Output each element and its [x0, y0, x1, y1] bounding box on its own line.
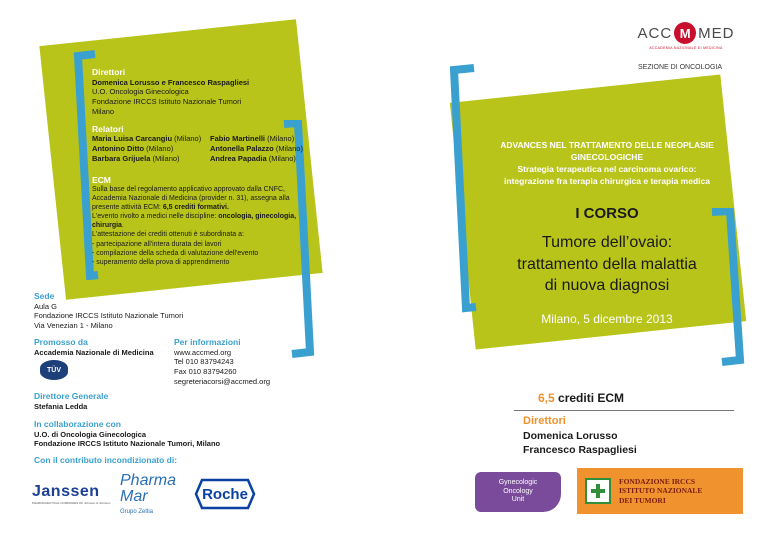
relatore: Maria Luisa Carcangiu (Milano) — [92, 134, 202, 143]
crediti-label: crediti ECM — [554, 391, 625, 405]
logo-m-icon: M — [674, 22, 696, 44]
main-title-line-3: di nuova diagnosi — [544, 277, 670, 295]
crediti-number: 6,5 — [538, 391, 555, 405]
relatori-heading: Relatori — [92, 124, 124, 134]
crediti-divider — [514, 410, 734, 411]
right-direttore-2: Francesco Raspagliesi — [523, 443, 637, 456]
logo-subtitle: ACCADEMIA NAZIONALE DI MEDICINA — [649, 46, 723, 50]
irccs-logo — [577, 468, 743, 514]
gou-line-3: Unit — [511, 496, 525, 504]
promosso-heading: Promosso da — [34, 337, 88, 347]
roche-wordmark: Roche — [202, 485, 248, 503]
crediti-ecm — [538, 391, 624, 406]
tuv-logo: TÜV — [40, 360, 68, 380]
promosso-value: Accademia Nazionale di Medicina — [34, 347, 154, 357]
sezione-label: SEZIONE DI ONCOLOGIA — [638, 64, 723, 71]
direttori-city: Milano — [92, 106, 115, 116]
collab-heading: In collaborazione con — [34, 419, 121, 429]
relatore: Andrea Papadia (Milano) — [210, 153, 296, 163]
corso-label: I CORSO — [575, 205, 639, 222]
relatore: Antonino Ditto (Milano) — [92, 143, 174, 153]
relatori-block — [92, 124, 332, 163]
roche-logo — [194, 478, 256, 510]
course-title-line-3: Strategia terapeutica nel carcinoma ovarico: — [517, 163, 697, 174]
pharmamar-sub: Grupo Zeltia — [120, 509, 154, 515]
collab-unit: U.O. di Oncologia Ginecologica — [34, 429, 147, 439]
gynecologic-oncology-unit-logo — [475, 472, 561, 512]
sede-room: Aula G — [34, 301, 57, 311]
direttori-names: Domenica Lorusso e Francesco Raspagliesi — [92, 77, 250, 87]
accmed-logo — [626, 22, 746, 58]
main-title-block — [468, 232, 746, 297]
course-title-line-1: ADVANCES NEL TRATTAMENTO DELLE NEOPLASIE — [500, 140, 714, 150]
pharmamar-word-1: Pharma — [120, 472, 177, 489]
irccs-line-3: DEI TUMORI — [619, 495, 666, 505]
course-subtitle-block — [468, 140, 746, 188]
relatore: Antonella Palazzo (Milano) — [210, 143, 303, 153]
janssen-sub: PHARMACEUTICAL COMPANIES OF Johnson & Johnson — [32, 501, 111, 505]
irccs-line-1: FONDAZIONE IRCCS — [619, 476, 696, 486]
relatori-list — [92, 134, 332, 163]
ecm-text: Sulla base del regolamento applicativo approvato dalla CNFC, Accademia Nazionale di Medicina (provider n. 31), assegna alla presente attività ECM: 6,5 crediti formativi. L'evento rivolto a medici nelle discipline: oncologia, ginecologia, chirurgia. L'attestazione dei crediti ottenuti è subordinata a: - partecipazione all'intera durata dei lavori - compilazione della scheda di valutazione dell'evento - superamento della prova di apprendimento — [92, 186, 297, 266]
janssen-wordmark: Janssen — [32, 483, 100, 500]
contributo-heading: Con il contributo incondizionato di: — [34, 455, 178, 465]
right-direttori-heading: Direttori — [523, 415, 566, 427]
janssen-logo — [32, 478, 112, 510]
ecm-heading: ECM — [92, 175, 111, 185]
direttori-heading: Direttori — [92, 67, 126, 77]
collab-block — [34, 419, 220, 449]
irccs-line-2: ISTITUTO NAZIONALE — [619, 486, 703, 496]
info-fax: Fax 010 83794260 — [174, 367, 237, 377]
info-website[interactable]: www.accmed.org — [174, 347, 232, 357]
info-heading: Per informazioni — [174, 337, 241, 347]
direttori-unit: U.O. Oncologia Ginecologica — [92, 87, 189, 97]
sede-heading: Sede — [34, 291, 55, 301]
gou-line-2: Oncology — [503, 487, 533, 495]
course-title-line-2: GINECOLOGICHE — [570, 151, 644, 162]
direttore-generale-value: Stefania Ledda — [34, 401, 88, 411]
main-title-line-1: Tumore dell’ovaio: — [541, 234, 673, 251]
event-date: Milano, 5 dicembre 2013 — [541, 312, 673, 326]
right-direttori-block — [523, 415, 637, 457]
relatore: Barbara Grijuela (Milano) — [92, 153, 180, 163]
right-direttore-1: Domenica Lorusso — [523, 429, 618, 442]
direttore-generale-heading: Direttore Generale — [34, 391, 109, 401]
main-title-line-2: trattamento della malattia — [517, 255, 697, 273]
pharmamar-word-2: Mar — [120, 488, 148, 505]
relatore: Fabio Martinelli (Milano) — [210, 134, 295, 143]
logo-acc-text: ACC — [637, 24, 673, 42]
course-title-line-4: integrazione fra terapia chirurgica e terapia medica — [504, 175, 710, 186]
irccs-cross-icon — [585, 478, 611, 504]
info-email[interactable]: segreteriacorsi@accmed.org — [174, 376, 270, 386]
sede-block — [34, 291, 183, 331]
pharmamar-logo — [120, 466, 182, 522]
sede-institute: Fondazione IRCCS Istituto Nazionale Tumori — [34, 311, 184, 321]
direttori-institute: Fondazione IRCCS Istituto Nazionale Tumori — [92, 97, 242, 107]
info-block — [174, 337, 270, 387]
promosso-block — [34, 337, 154, 357]
sede-address: Via Venezian 1 - Milano — [34, 321, 113, 331]
collab-institute: Fondazione IRCCS Istituto Nazionale Tumori, Milano — [34, 439, 221, 449]
ecm-block — [92, 175, 314, 267]
info-phone: Tel 010 83794243 — [174, 357, 234, 367]
direttore-generale-block — [34, 391, 108, 411]
direttori-block — [92, 67, 332, 117]
logo-med-text: MED — [698, 24, 735, 42]
gou-line-1: Gynecologic — [498, 479, 538, 487]
